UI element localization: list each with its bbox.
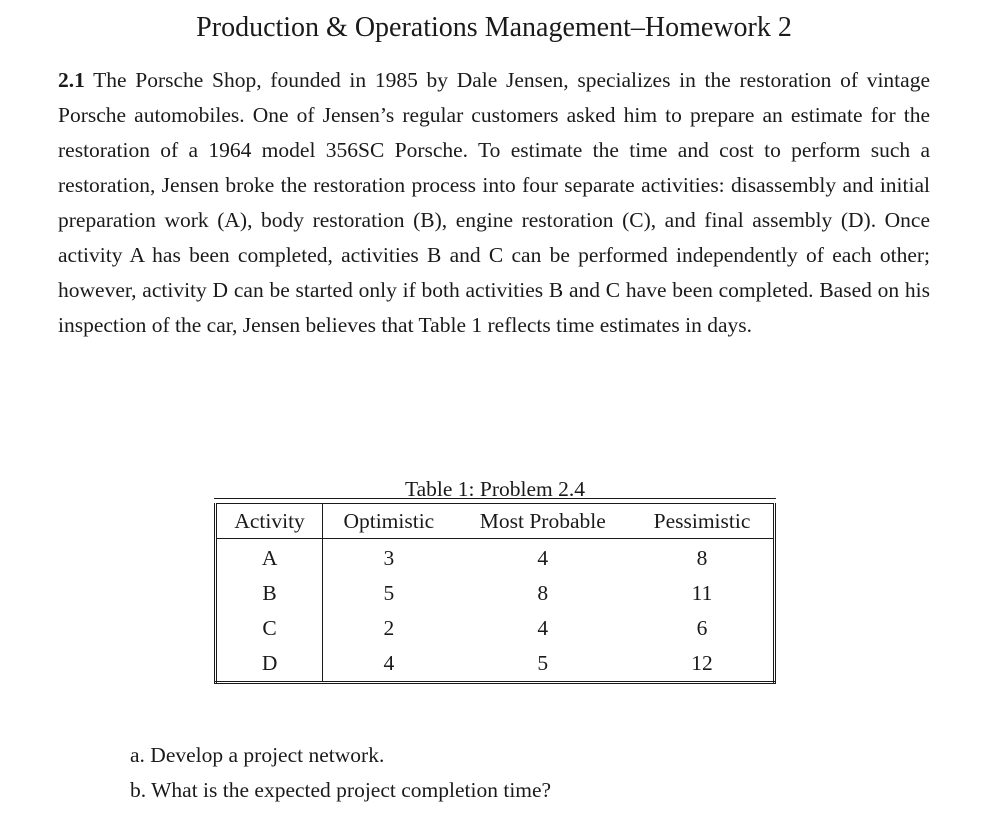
header-most-probable: Most Probable bbox=[455, 504, 631, 539]
cell-most-probable: 8 bbox=[537, 581, 549, 605]
cell-pessimistic: 6 bbox=[696, 616, 708, 640]
header-pessimistic: Pessimistic bbox=[631, 504, 775, 539]
time-estimates-table bbox=[214, 503, 776, 684]
time-estimates-table-wrapper bbox=[214, 498, 776, 684]
cell-activity: C bbox=[216, 611, 323, 646]
table-row bbox=[216, 611, 775, 646]
questions-list bbox=[130, 738, 551, 808]
problem-text: The Porsche Shop, founded in 1985 by Dale Jensen, specializes in the restoration of vintage Porsche automobiles. One of Jensen’s regular customers asked him to prepare an estimate for the restoration of a 1964 model 356SC Porsche. To estimate the time and cost to perform such a restoration, Jensen broke the restoration process into four separate activities: disassembly and initial preparation work (A), body restoration (B), engine restoration (C), and final assembly (D). Once activity A has been completed, activities B and C can be performed independently of each other; however, activity D can be started only if both activities B and C have been completed. Based on his inspection of the car, Jensen believes that Table 1 reflects time estimates in days. bbox=[58, 68, 930, 337]
cell-activity: B bbox=[216, 576, 323, 611]
cell-most-probable: 4 bbox=[537, 546, 549, 570]
table-row bbox=[216, 576, 775, 611]
cell-most-probable: 4 bbox=[537, 616, 549, 640]
table-header-row bbox=[216, 504, 775, 539]
header-activity: Activity bbox=[216, 504, 323, 539]
cell-most-probable: 5 bbox=[537, 651, 549, 675]
cell-optimistic: 3 bbox=[383, 546, 395, 570]
cell-activity: D bbox=[216, 646, 323, 683]
cell-pessimistic: 8 bbox=[696, 546, 708, 570]
problem-number: 2.1 bbox=[58, 68, 85, 92]
cell-pessimistic: 12 bbox=[691, 651, 713, 675]
table-row bbox=[216, 646, 775, 683]
page-title: Production & Operations Management–Homework 2 bbox=[196, 12, 792, 43]
table-caption-text: Table 1: Problem 2.4 bbox=[403, 475, 587, 504]
cell-optimistic: 2 bbox=[383, 616, 395, 640]
problem-statement bbox=[58, 63, 930, 343]
cell-optimistic: 5 bbox=[383, 581, 395, 605]
header-optimistic: Optimistic bbox=[323, 504, 455, 539]
cell-optimistic: 4 bbox=[383, 651, 395, 675]
cell-pessimistic: 11 bbox=[691, 581, 713, 605]
question-a: a. Develop a project network. bbox=[130, 743, 385, 767]
cell-activity: A bbox=[216, 539, 323, 577]
question-b: b. What is the expected project completion time? bbox=[130, 778, 552, 802]
table-row bbox=[216, 539, 775, 577]
